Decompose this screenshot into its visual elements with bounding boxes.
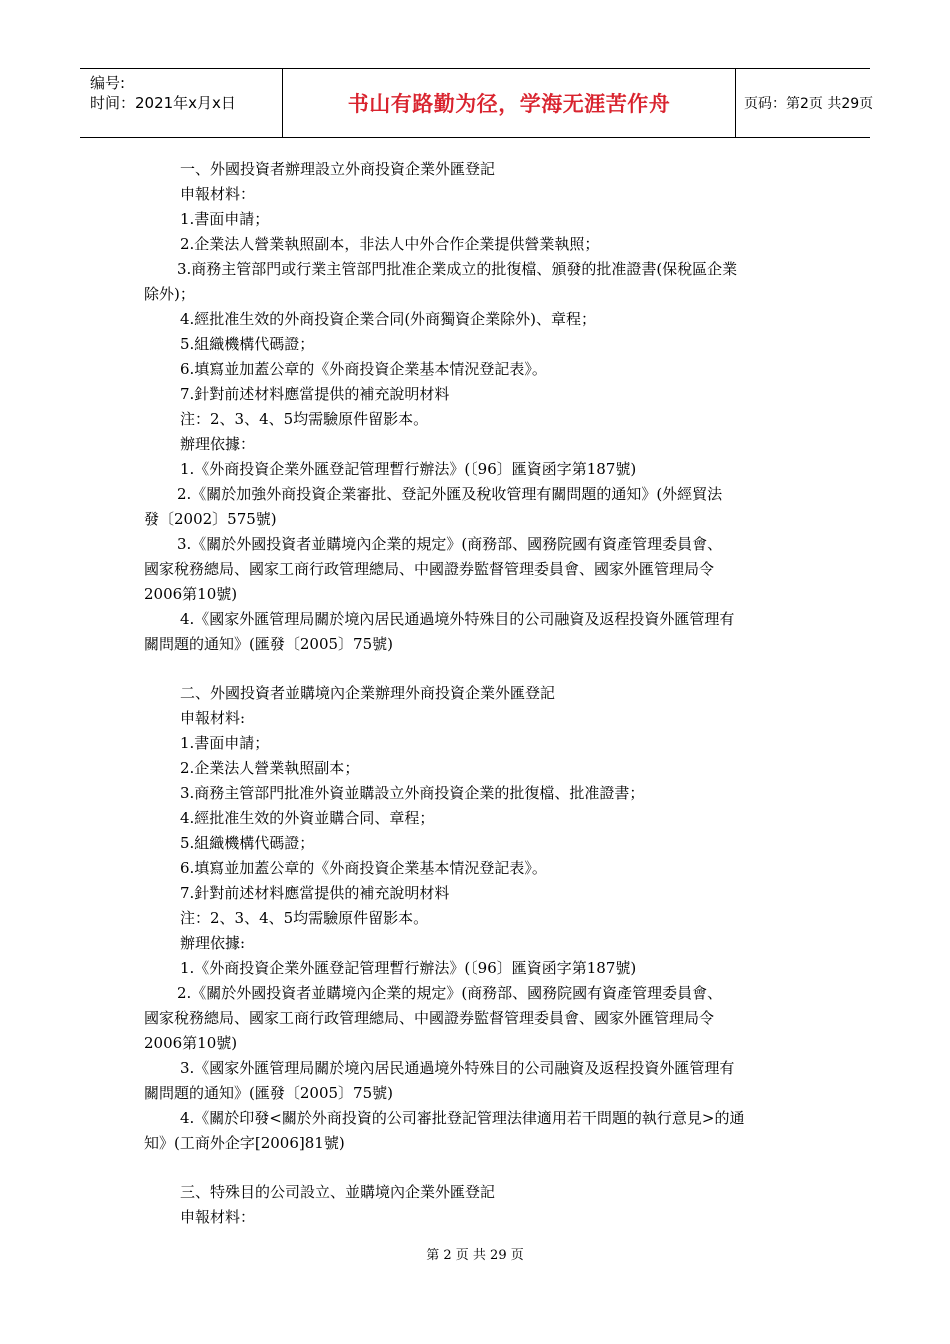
- text-line: 5.組織機構代碼證；: [180, 335, 315, 353]
- text-line: 2006第10號): [144, 1034, 238, 1052]
- text-line: 除外)；: [144, 285, 195, 303]
- text-line: 1.《外商投資企業外匯登記管理暫行辦法》(〔96〕匯資函字第187號): [180, 460, 637, 478]
- header-page-info: 页码：第2页 共29页: [744, 96, 874, 112]
- text-line: 國家稅務總局、國家工商行政管理總局、中國證券監督管理委員會、國家外匯管理局令: [144, 1009, 715, 1027]
- text-line: 1.書面申請；: [180, 734, 270, 752]
- text-line: 1.書面申請；: [180, 210, 270, 228]
- text-line: 5.組織機構代碼證；: [180, 834, 315, 852]
- text-line: 2.《關於外國投資者並購境內企業的規定》(商務部、國務院國有資產管理委員會、: [177, 984, 723, 1002]
- text-line: 2.《關於加強外商投資企業審批、登記外匯及稅收管理有關問題的通知》(外經貿法: [177, 485, 723, 503]
- text-line: 3.《關於外國投資者並購境內企業的規定》(商務部、國務院國有資產管理委員會、: [177, 535, 723, 553]
- text-line: 4.經批准生效的外商投資企業合同(外商獨資企業除外)、章程；: [180, 310, 597, 328]
- section-heading: 三、特殊目的公司設立、並購境內企業外匯登記: [180, 1183, 496, 1201]
- text-line: 申報材料：: [180, 1208, 256, 1226]
- text-line: 7.針對前述材料應當提供的補充說明材料: [180, 385, 450, 403]
- page-footer: 第 2 页 共 29 页: [426, 1248, 524, 1263]
- text-line: 2.企業法人營業執照副本，非法人中外合作企業提供營業執照；: [180, 235, 600, 253]
- text-line: 4.經批准生效的外資並購合同、章程；: [180, 809, 435, 827]
- text-line: 國家稅務總局、國家工商行政管理總局、中國證券監督管理委員會、國家外匯管理局令: [144, 560, 715, 578]
- text-line: 2006第10號): [144, 585, 238, 603]
- text-line: 7.針對前述材料應當提供的補充說明材料: [180, 884, 450, 902]
- text-line: 6.填寫並加蓋公章的《外商投資企業基本情況登記表》。: [180, 859, 547, 877]
- text-line: 3.商務主管部門或行業主管部門批准企業成立的批復檔、頒發的批准證書(保稅區企業: [177, 260, 738, 278]
- section-heading: 二、外國投資者並購境內企業辦理外商投資企業外匯登記: [180, 684, 556, 702]
- text-line: 4.《國家外匯管理局關於境內居民通過境外特殊目的公司融資及返程投資外匯管理有: [180, 610, 735, 628]
- text-line: 辦理依據:: [180, 934, 246, 952]
- document-number-label: 编号:: [90, 74, 126, 92]
- text-line: 1.《外商投資企業外匯登記管理暫行辦法》(〔96〕匯資函字第187號): [180, 959, 637, 977]
- text-line: 申報材料:: [180, 709, 246, 727]
- text-line: 6.填寫並加蓋公章的《外商投資企業基本情況登記表》。: [180, 360, 547, 378]
- text-line: 注：2、3、4、5均需驗原件留影本。: [180, 410, 429, 428]
- text-line: 申報材料：: [180, 185, 256, 203]
- text-line: 關問題的通知》(匯發〔2005〕75號): [144, 635, 393, 653]
- text-line: 2.企業法人營業執照副本；: [180, 759, 360, 777]
- header-motto: 书山有路勤为径，学海无涯苦作舟: [282, 69, 736, 137]
- section-heading: 一、外國投資者辦理設立外商投資企業外匯登記: [180, 160, 496, 178]
- text-line: 注：2、3、4、5均需驗原件留影本。: [180, 909, 429, 927]
- text-line: 辦理依據：: [180, 435, 256, 453]
- text-line: 關問題的通知》(匯發〔2005〕75號): [144, 1084, 393, 1102]
- document-date: 时间：2021年x月x日: [90, 94, 236, 112]
- text-line: 知》(工商外企字[2006]81號): [144, 1134, 345, 1152]
- page-header: [80, 68, 874, 138]
- text-line: 3.商務主管部門批准外資並購設立外商投資企業的批復檔、批准證書；: [180, 784, 645, 802]
- text-line: 3.《國家外匯管理局關於境內居民通過境外特殊目的公司融資及返程投資外匯管理有: [180, 1059, 735, 1077]
- text-line: 發〔2002〕575號): [144, 510, 277, 528]
- header-meta: [80, 69, 282, 137]
- text-line: 4.《關於印發<關於外商投資的公司審批登記管理法律適用若干問題的執行意見>的通: [180, 1109, 745, 1127]
